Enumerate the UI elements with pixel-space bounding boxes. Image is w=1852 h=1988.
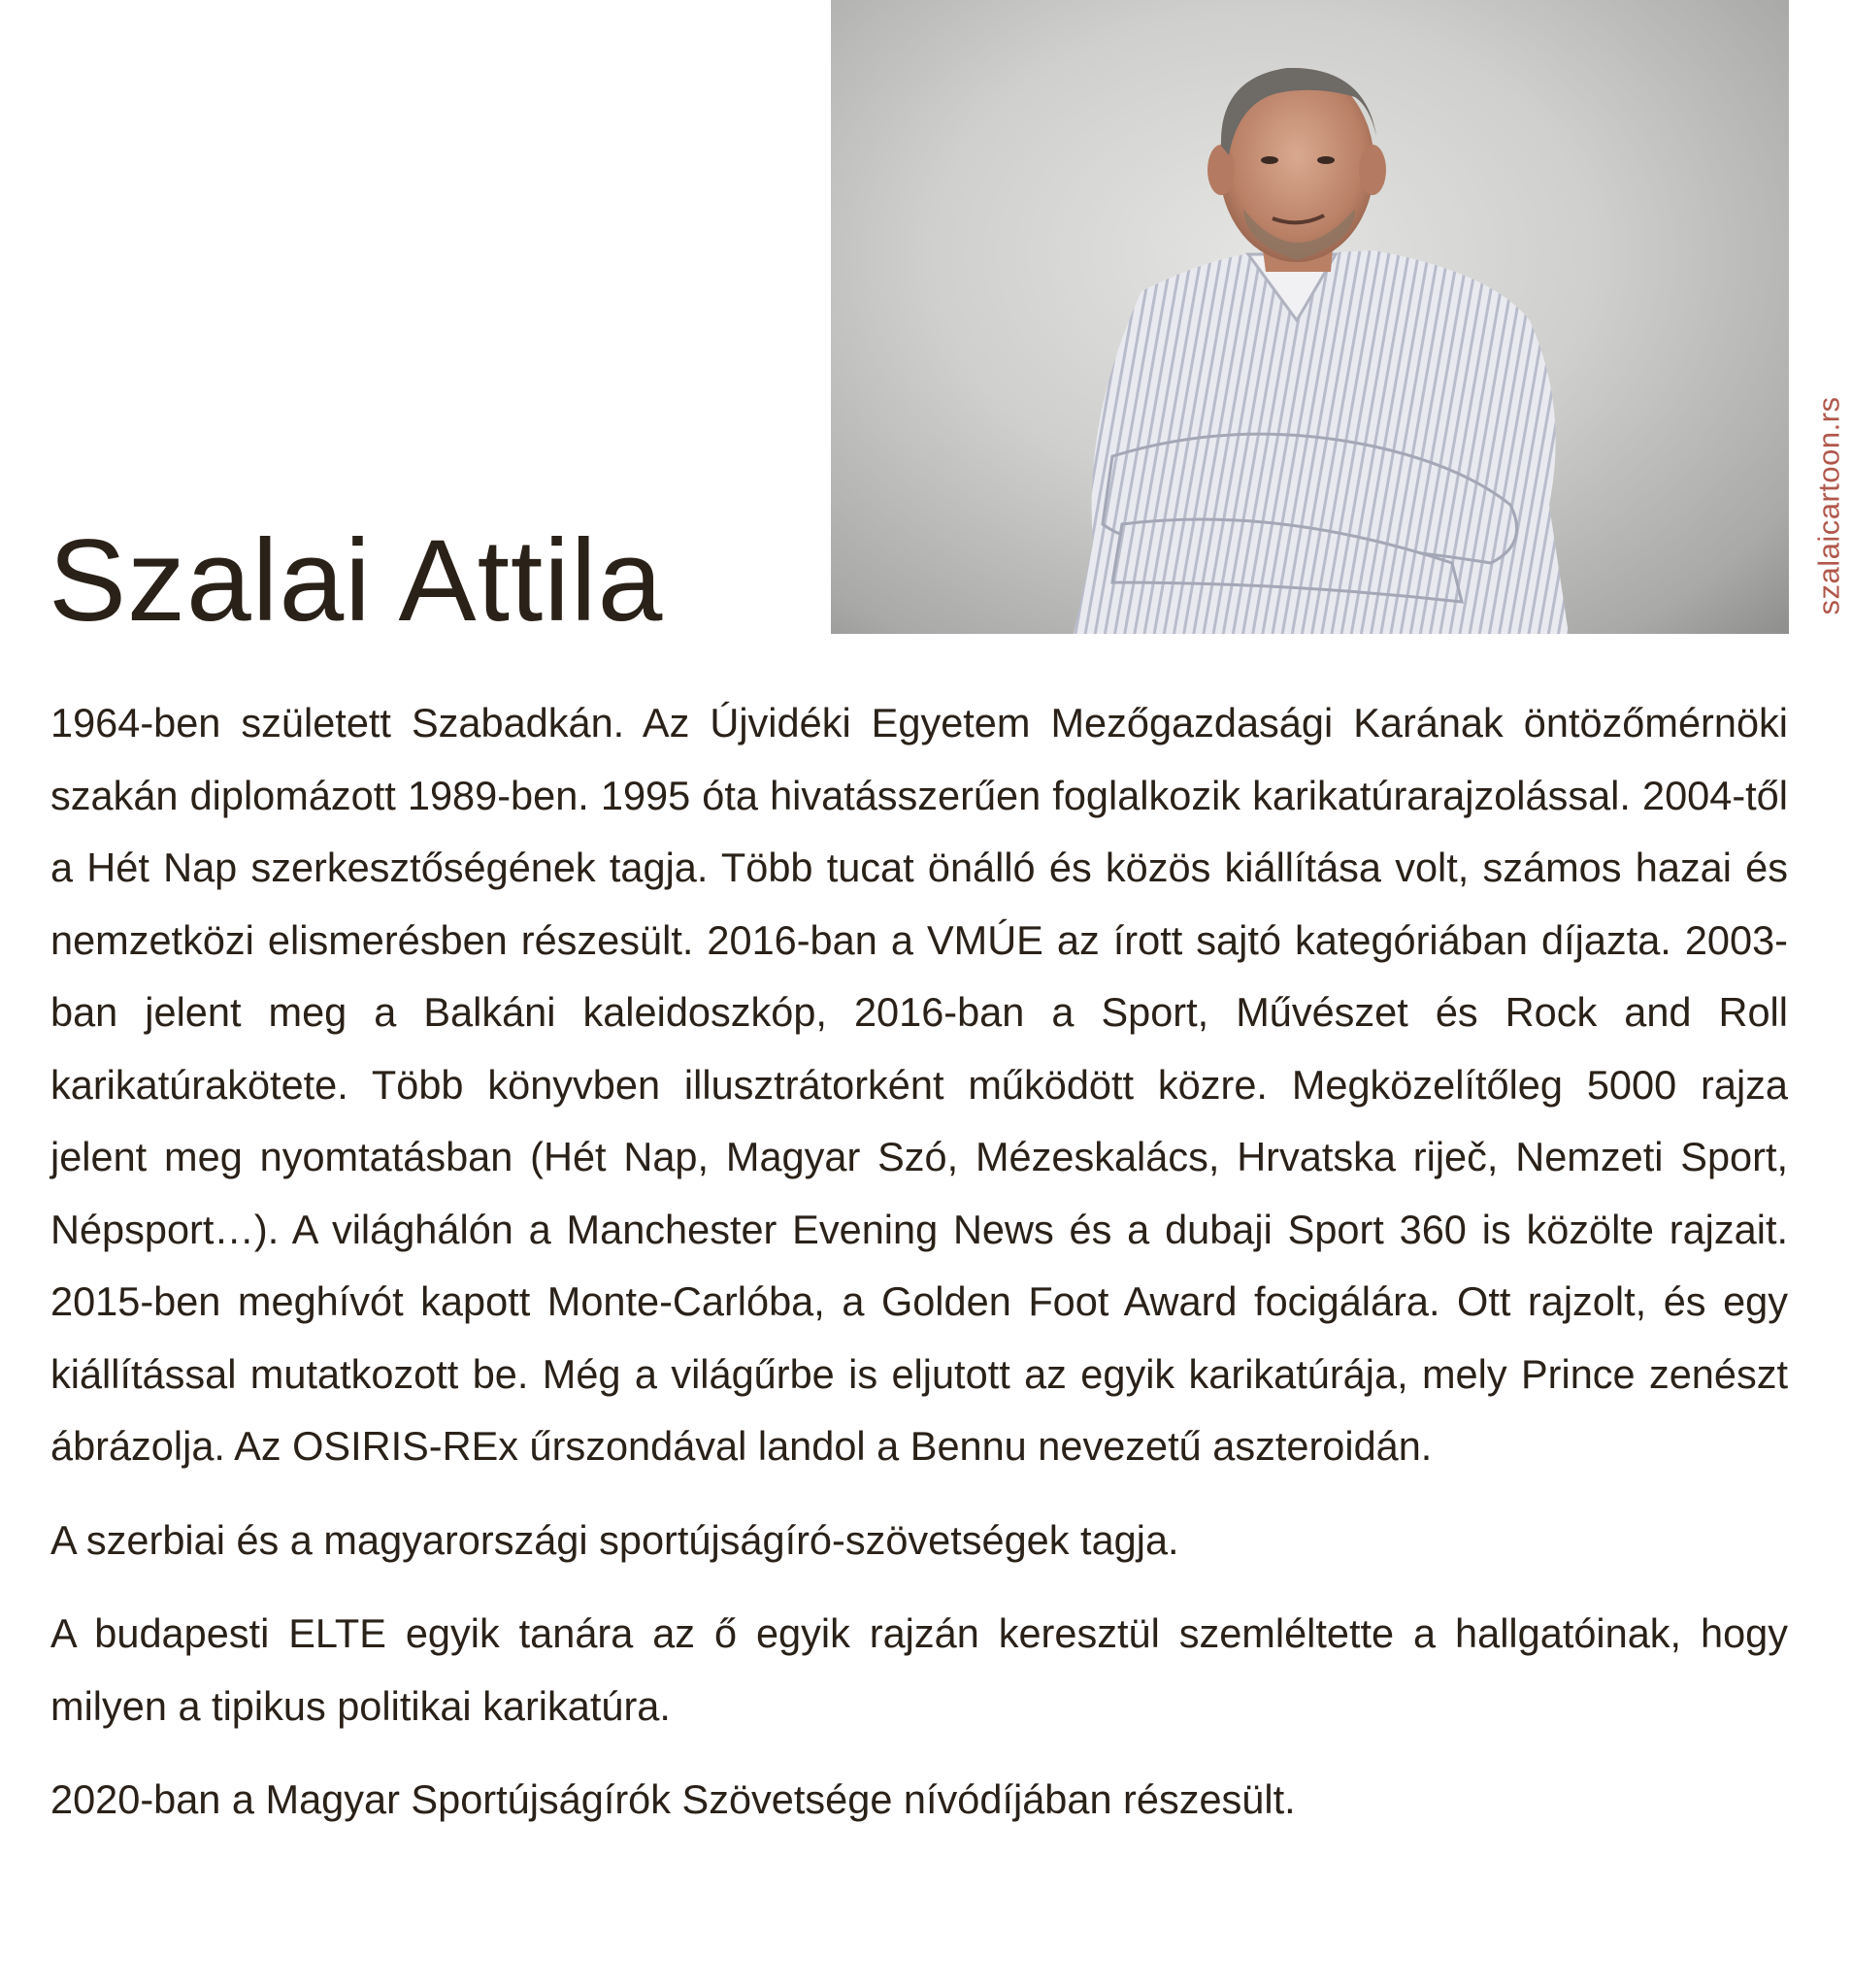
bio-paragraph-3: A budapesti ELTE egyik tanára az ő egyik rajzán keresztül szemléltette a hallgatóinak, hogy milyen a tipikus politikai karikatúra. [50,1610,1788,1729]
bio-paragraph-2: A szerbiai és a magyarországi sportújságíró-szövetségek tagja. [50,1516,1179,1563]
portrait-photo [831,0,1789,634]
website-caption [1813,379,1846,633]
website-text: szalaicartoon.rs [1812,396,1846,615]
bio-paragraph-4: 2020-ban a Magyar Sportújságírók Szövetsége nívódíjában részesült. [50,1776,1296,1822]
bio-paragraph-1: 1964-ben született Szabadkán. Az Újvidéki Egyetem Mezőgazdasági Karának öntözőmérnöki szakán diplomázott 1989-ben. 1995 óta hivatásszerűen foglalkozik karikatúrarajzolással. 2004-től a Hét Nap szerkesztőségének tagja. Több tucat önálló és közös kiállítása volt, számos hazai és nemzetközi elismerésben részesült. 2016-ban a VMÚE az írott sajtó kategóriában díjazta. 2003-ban jelent meg a Balkáni kaleidoszkóp, 2016-ban a Sport, Művészet és Rock and Roll karikatúrakötete. Több könyvben illusztrátorként működött közre. Megközelítőleg 5000 rajza jelent meg nyomtatásban (Hét Nap, Magyar Szó, Mézeskalács, Hrvatska riječ, Nemzeti Sport, Népsport…). A világhálón a Manchester Evening News és a dubaji Sport 360 is közölte rajzait. 2015-ben meghívót kapott Monte-Carlóba, a Golden Foot Award focigálára. Ott rajzolt, és egy kiállítással mutatkozott be. Még a világűrbe is eljutott az egyik karikatúrája, mely Prince zenészt ábrázolja. Az OSIRIS-REx űrszondával landol a Bennu nevezetű aszteroidán. [50,700,1788,1469]
portrait-illustration [831,0,1789,634]
person-name-title: Szalai Attila [49,515,664,646]
biography [50,687,1788,1837]
